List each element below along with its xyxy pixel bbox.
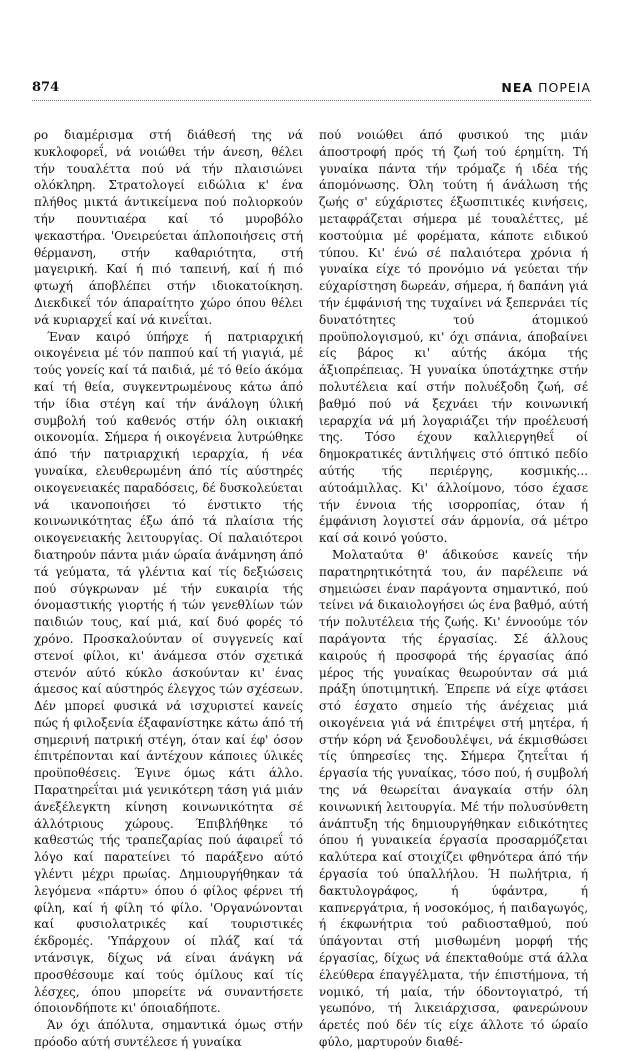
- page-header: [32, 80, 591, 98]
- journal-title: [501, 80, 591, 95]
- right-paragraph-2: Μολαταύτα θ' άδικούσε κανείς τήν παρατηρητικότητά του, άν παρέλειπε νά σημειώσει έναν παράγοντα σημαντικό, πού τείνει νά δικαιολογήσει ώς ένα βαθμό, αύτή τήν πολυτέλεια τής ζωής. Κι' έννοούμε τόν παράγοντα τής έργασίας. Σέ άλλους καιρούς ή προσφορά τής έργασίας άπό μέρος τής γυναίκας θεωρούνταν σά μιά πράξη ύποτιμητική. Έπρεπε νά είχε φτάσει στό έσχατο σημείο τής άνέχειας μιά οικογένεια γιά νά έπιτρέψει στή μητέρα, ή στήν κόρη νά ξενοδουλέψει, νά έκμισθώσει τίς ύπηρεσίες της. Σήμερα ζητεΐται ή έργασία τής γυναίκας, τόσο πού, ή συμβολή της νά θεωρείται άναγκαία στήν όλη κοινωνική λειτουργία. Μέ τήν πολυσύνθετη άνάπτυξη τής δημιουργήθηκαν ειδικότητες όπου ή γυναικεία έργασία προσαρμόζεται καλύτερα καί στοιχίζει φθηνότερα άπό τήν έργασία τού ύπαλλήλου. Ή πωλήτρια, ή δακτυλογράφος, ή ύφάντρα, ή καπνεργάτρια, ή νοσοκόμος, ή παιδαγωγός, ή έκφωνήτρια τού ραδιοσταθμού, πού ύπάγονται στή μισθωμένη μορφή τής έργασίας, δίχως νά έπεκταθούμε στά άλλα έλεύθερα έπαγγέλματα, τήν έπιστήμονα, τή νομικό, τή μαία, τήν όδοντογιατρό, τή γεωπόνο, τή λικειάρχισσα, φανερώνουν άρετές πού δέν τίς είχε άλλοτε τό ώραίο φύλο, μαρτυρούν διαθέ-: [319, 547, 588, 1050]
- left-column: [34, 127, 303, 1051]
- left-paragraph-1: ρο διαμέρισμα στή διάθεσή της νά κυκλοφορεΐ, νά νοιώθει τήν άνεση, θέλει τήν τουαλέττα πού νά τήν πλαισιώνει ολόκληρη. Στρατολογεί ειδώλια κ' ένα πλήθος μικτά άντικείμενα πού πολιορκούν τήν πουντιαέρα καί τό μυροβόλο ψεκαστήρα. 'Ονειρεύεται άπλοποιήσεις στή θέρμανση, στήν καθαριότητα, στή μαγειρική. Καί ή πιό ταπεινή, καί ή πιό φτωχή άποβλέπει στήν ιδιοκατοίκηση. Διεκδικεΐ τόν άπαραίτητο χώρο όπου θέλει νά κυριαρχεΐ καί νά κινεΐται.: [34, 128, 303, 327]
- page-number: 874: [32, 80, 60, 95]
- left-paragraph-2: Έναν καιρό ύπήρχε ή πατριαρχική οικογένεια μέ τόν παππού καί τή γιαγιά, μέ τούς γονείς καί τά παιδιά, μέ τό θείο άκόμα καί τή θεία, συγκεντρωμένους κάτω άπό τήν ίδια στέγη καί τήν άνάλογη ύλική συμβολή τού καθενός στήν όλη οικιακή οικονομία. Σήμερα ή οικογένεια λυτρώθηκε άπό τήν πατριαρχική ιεραρχία, ή νέα γυναίκα, ελευθερωμένη άπό τίς αύστηρές οικογενειακές παραδόσεις, δέ δυσκολεύεται νά ικανοποιήσει τό ένστικτο τής κοινωνικότητας έξω άπό τά πλαίσια τής οικογενειακής λειτουργίας. Οί παλαιότεροι διατηρούν πάντα μιάν ώραία άνάμνηση άπό τά γεύματα, τά γλέντια καί τίς δεξιώσεις πού σύγκρωναν μέ τήν ευκαιρία τής όνομαστικής γιορτής ή τών γενεθλίων τών παιδιών τους, καί μιά, καί δυό φορές τό χρόνο. Προσκαλούνταν οί συγγενείς καί στενοί φίλοι, κι' άνάμεσα στόν σχετικά στενόν αύτό κύκλο άσκούνταν κι' ένας άμεσος καί αύστηρός έλεγχος τών σχέσεων. Δέν μπορεί φυσικά νά ισχυριστεί κανείς πώς ή φιλοξενία έξαφανίστηκε κάτω άπό τή σημερινή πατρική στέγη, όταν καί έφ' όσον έπιτρέπονται καί άντέχουν κάποιες ύλικές προϋποθέσεις. Έγινε όμως κάτι άλλο. Παρατηρεΐται μιά γενικότερη τάση γιά μιάν άνεξέλεγκτη κίνηση κοινωνικότητα σέ άλλότριους χώρους. Έπιβλήθηκε τό καθεστώς τής τραπεζαρίας πού άφαιρεΐ τό λόγο καί παρατείνει τό παράξενο αύτό γλέντι μέχρι πρωίας. Δημιουργήθηκαν τά λεγόμενα «πάρτυ» όπου ό φίλος φέρνει τή φίλη, καί ή φίλη τό φίλο. 'Οργανώνονται καί φυσιολατρικές καί τουριστικές έκδρομές. 'Υπάρχουν οί πλάζ καί τά ντάνσιγκ, δίχως νά είναι άνάγκη νά προσθέσουμε καί τούς όμίλους καί τίς λέσχες, όπου μπορείτε νά συναντήσετε όποιονδήποτε κι' όποιαδήποτε.: [34, 329, 303, 1016]
- header-rule: [32, 100, 591, 101]
- right-column: [319, 127, 588, 1051]
- left-paragraph-3: Άν όχι άπόλυτα, σημαντικά όμως στήν πρόοδο αύτή συντέλεσε ή γυναίκα: [34, 1018, 303, 1050]
- journal-title-bold: ΝΕΑ: [501, 80, 534, 95]
- journal-title-rest: ΠΟΡΕΙΑ: [538, 80, 591, 95]
- right-paragraph-1: πού νοιώθει άπό φυσικού της μιάν άποστροφή πρός τή ζωή τού έρημίτη. Τή γυναίκα πάντα τήν τρόμαζε ή ιδέα τής άπομόνωσης. Όλη τούτη ή άνάλωση τής ζωής σ' εύχάριστες έξωσπιτικές κινήσεις, μεταφράζεται σήμερα μέ τουαλέττες, μέ κοστούμια μέ φορέματα, κάποτε ειδικού τύπου. Κι' ένώ σέ παλαιότερα χρόνια ή γυναίκα είχε τό προνόμιο νά γεύεται τήν εύχαρίστηση δωρεάν, σήμερα, ή δαπάνη γιά τήν έμφάνισή της τυχαίνει νά ξεπερνάει τίς δυνατότητες τού άτομικού προϋπολογισμού, κι' όχι σπάνια, άποβαίνει είς βάρος κι' αύτής άκόμα τής άξιοπρέπειας. Ή γυναίκα ύποτάχτηκε στήν πολυτέλεια καί στήν πολυέξοδη ζωή, σέ βαθμό πού νά ξεχνάει τήν κοινωνική ιεραρχία νά μή λογαριάζει τήν προέλευσή της. Τόσο έχουν καλλιεργηθεΐ οί δημοκρατικές άντιλήψεις στό όπτικό πεδίο αύτής τής περιέργης, κοσμικής... αύτοάμιλλας. Κι' άλλοίμονο, τόσο έχασε τήν έννοια τής ισορροπίας, όταν ή έμφάνιση λογιστεί σάν άρμονία, σά μέτρο καί σά κοινό γούστο.: [319, 128, 588, 546]
